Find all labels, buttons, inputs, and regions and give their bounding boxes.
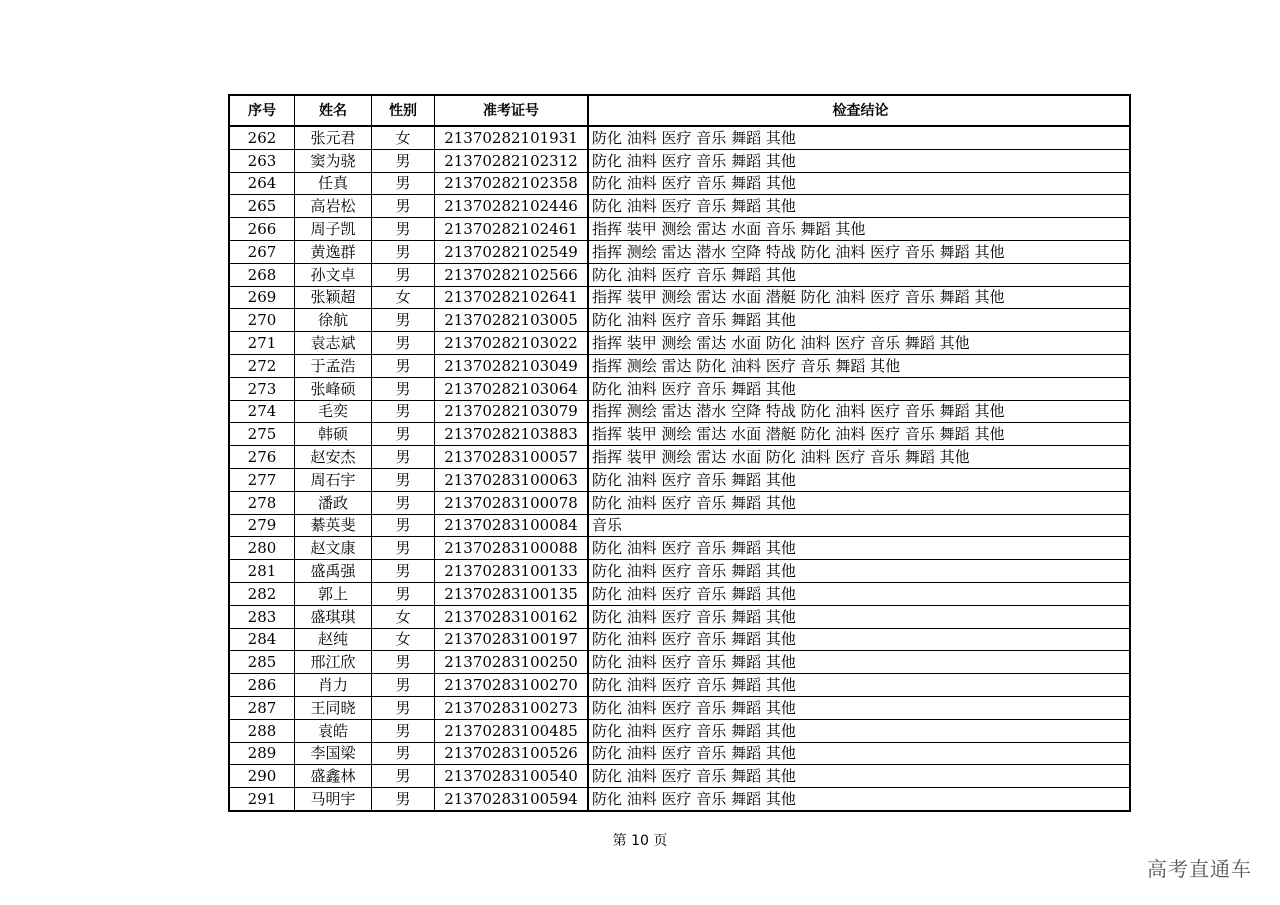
table-header-row [229, 95, 1130, 126]
cell-exam-number: 21370283100135 [435, 582, 589, 605]
table-row [229, 788, 1130, 811]
cell-result: 防化 油料 医疗 音乐 舞蹈 其他 [588, 628, 1130, 651]
cell-seq: 277 [229, 468, 295, 491]
cell-exam-number: 21370282102461 [435, 218, 589, 241]
cell-name: 黄逸群 [295, 240, 372, 263]
cell-sex: 男 [372, 218, 435, 241]
table-row [229, 674, 1130, 697]
cell-sex: 女 [372, 286, 435, 309]
cell-name: 周石宇 [295, 468, 372, 491]
table-row [229, 651, 1130, 674]
cell-result: 防化 油料 医疗 音乐 舞蹈 其他 [588, 263, 1130, 286]
cell-seq: 290 [229, 765, 295, 788]
cell-sex: 男 [372, 400, 435, 423]
cell-name: 郭上 [295, 582, 372, 605]
cell-sex: 女 [372, 628, 435, 651]
table-row [229, 172, 1130, 195]
cell-seq: 283 [229, 605, 295, 628]
cell-result: 防化 油料 医疗 音乐 舞蹈 其他 [588, 674, 1130, 697]
cell-name: 袁皓 [295, 719, 372, 742]
cell-exam-number: 21370282102312 [435, 149, 589, 172]
cell-result: 指挥 装甲 测绘 雷达 水面 防化 油料 医疗 音乐 舞蹈 其他 [588, 332, 1130, 355]
cell-exam-number: 21370282103064 [435, 377, 589, 400]
table-row [229, 468, 1130, 491]
cell-result: 防化 油料 医疗 音乐 舞蹈 其他 [588, 651, 1130, 674]
table-row [229, 309, 1130, 332]
cell-result: 指挥 测绘 雷达 潜水 空降 特战 防化 油料 医疗 音乐 舞蹈 其他 [588, 240, 1130, 263]
watermark-logo-text: 高考直通车 [1147, 857, 1252, 881]
cell-seq: 289 [229, 742, 295, 765]
cell-exam-number: 21370283100084 [435, 514, 589, 537]
cell-sex: 男 [372, 491, 435, 514]
cell-exam-number: 21370283100162 [435, 605, 589, 628]
cell-exam-number: 21370282103005 [435, 309, 589, 332]
table-row [229, 400, 1130, 423]
cell-result: 防化 油料 医疗 音乐 舞蹈 其他 [588, 765, 1130, 788]
table-row [229, 126, 1130, 149]
page-number: 第 10 页 [612, 833, 668, 849]
cell-result: 指挥 测绘 雷达 防化 油料 医疗 音乐 舞蹈 其他 [588, 354, 1130, 377]
table-row [229, 149, 1130, 172]
table-row [229, 195, 1130, 218]
cell-exam-number: 21370283100057 [435, 446, 589, 469]
cell-result: 指挥 装甲 测绘 雷达 水面 潜艇 防化 油料 医疗 音乐 舞蹈 其他 [588, 423, 1130, 446]
cell-name: 肖力 [295, 674, 372, 697]
cell-result: 防化 油料 医疗 音乐 舞蹈 其他 [588, 560, 1130, 583]
table-row [229, 446, 1130, 469]
cell-result: 指挥 装甲 测绘 雷达 水面 防化 油料 医疗 音乐 舞蹈 其他 [588, 446, 1130, 469]
cell-result: 防化 油料 医疗 音乐 舞蹈 其他 [588, 605, 1130, 628]
cell-result: 指挥 装甲 测绘 雷达 水面 潜艇 防化 油料 医疗 音乐 舞蹈 其他 [588, 286, 1130, 309]
cell-seq: 263 [229, 149, 295, 172]
cell-name: 韩硕 [295, 423, 372, 446]
cell-sex: 男 [372, 149, 435, 172]
table-row [229, 423, 1130, 446]
cell-seq: 268 [229, 263, 295, 286]
cell-name: 盛琪琪 [295, 605, 372, 628]
cell-name: 张颖超 [295, 286, 372, 309]
cell-name: 王同晓 [295, 696, 372, 719]
cell-seq: 280 [229, 537, 295, 560]
cell-name: 孙文卓 [295, 263, 372, 286]
cell-exam-number: 21370282102566 [435, 263, 589, 286]
cell-seq: 273 [229, 377, 295, 400]
cell-result: 防化 油料 医疗 音乐 舞蹈 其他 [588, 172, 1130, 195]
cell-seq: 281 [229, 560, 295, 583]
cell-exam-number: 21370283100485 [435, 719, 589, 742]
cell-seq: 269 [229, 286, 295, 309]
cell-result: 防化 油料 医疗 音乐 舞蹈 其他 [588, 468, 1130, 491]
cell-sex: 男 [372, 423, 435, 446]
cell-result: 防化 油料 医疗 音乐 舞蹈 其他 [588, 742, 1130, 765]
cell-sex: 女 [372, 605, 435, 628]
cell-result: 防化 油料 医疗 音乐 舞蹈 其他 [588, 491, 1130, 514]
table-row [229, 742, 1130, 765]
cell-sex: 男 [372, 788, 435, 811]
cell-name: 张峰硕 [295, 377, 372, 400]
cell-seq: 288 [229, 719, 295, 742]
cell-exam-number: 21370283100078 [435, 491, 589, 514]
cell-seq: 274 [229, 400, 295, 423]
cell-exam-number: 21370283100270 [435, 674, 589, 697]
cell-result: 防化 油料 医疗 音乐 舞蹈 其他 [588, 126, 1130, 149]
table-row [229, 605, 1130, 628]
table-body [229, 126, 1130, 811]
cell-seq: 272 [229, 354, 295, 377]
cell-name: 于孟浩 [295, 354, 372, 377]
table-row [229, 719, 1130, 742]
table-row [229, 491, 1130, 514]
cell-sex: 男 [372, 172, 435, 195]
cell-sex: 男 [372, 240, 435, 263]
cell-exam-number: 21370283100250 [435, 651, 589, 674]
cell-exam-number: 21370282102641 [435, 286, 589, 309]
cell-name: 綦英斐 [295, 514, 372, 537]
cell-exam-number: 21370282102446 [435, 195, 589, 218]
table-row [229, 628, 1130, 651]
cell-seq: 285 [229, 651, 295, 674]
cell-exam-number: 21370283100273 [435, 696, 589, 719]
cell-seq: 270 [229, 309, 295, 332]
cell-sex: 男 [372, 719, 435, 742]
header-result: 检查结论 [588, 95, 1130, 126]
cell-exam-number: 21370282102358 [435, 172, 589, 195]
cell-name: 邢江欣 [295, 651, 372, 674]
cell-seq: 275 [229, 423, 295, 446]
cell-name: 赵文康 [295, 537, 372, 560]
cell-sex: 男 [372, 742, 435, 765]
table-row [229, 332, 1130, 355]
cell-result: 防化 油料 医疗 音乐 舞蹈 其他 [588, 696, 1130, 719]
cell-exam-number: 21370282103022 [435, 332, 589, 355]
table-row [229, 537, 1130, 560]
cell-name: 毛奕 [295, 400, 372, 423]
cell-result: 指挥 装甲 测绘 雷达 水面 音乐 舞蹈 其他 [588, 218, 1130, 241]
cell-result: 音乐 [588, 514, 1130, 537]
cell-seq: 287 [229, 696, 295, 719]
table-row [229, 240, 1130, 263]
cell-name: 赵纯 [295, 628, 372, 651]
cell-name: 高岩松 [295, 195, 372, 218]
header-exam-number: 准考证号 [435, 95, 589, 126]
header-seq: 序号 [229, 95, 295, 126]
cell-name: 潘政 [295, 491, 372, 514]
table-row [229, 560, 1130, 583]
cell-exam-number: 21370283100133 [435, 560, 589, 583]
cell-name: 盛禹强 [295, 560, 372, 583]
cell-sex: 男 [372, 195, 435, 218]
cell-exam-number: 21370282103883 [435, 423, 589, 446]
cell-name: 窦为骁 [295, 149, 372, 172]
cell-result: 防化 油料 医疗 音乐 舞蹈 其他 [588, 309, 1130, 332]
cell-exam-number: 21370282103049 [435, 354, 589, 377]
cell-sex: 男 [372, 377, 435, 400]
cell-name: 盛鑫林 [295, 765, 372, 788]
cell-name: 李国梁 [295, 742, 372, 765]
cell-result: 防化 油料 医疗 音乐 舞蹈 其他 [588, 582, 1130, 605]
cell-sex: 男 [372, 263, 435, 286]
cell-sex: 男 [372, 514, 435, 537]
table-row [229, 582, 1130, 605]
cell-result: 防化 油料 医疗 音乐 舞蹈 其他 [588, 149, 1130, 172]
cell-seq: 278 [229, 491, 295, 514]
cell-sex: 男 [372, 309, 435, 332]
cell-sex: 男 [372, 674, 435, 697]
cell-seq: 279 [229, 514, 295, 537]
header-name: 姓名 [295, 95, 372, 126]
cell-sex: 男 [372, 468, 435, 491]
cell-name: 赵安杰 [295, 446, 372, 469]
cell-result: 防化 油料 医疗 音乐 舞蹈 其他 [588, 788, 1130, 811]
cell-name: 任真 [295, 172, 372, 195]
cell-result: 防化 油料 医疗 音乐 舞蹈 其他 [588, 377, 1130, 400]
table-row [229, 696, 1130, 719]
cell-exam-number: 21370283100197 [435, 628, 589, 651]
cell-seq: 284 [229, 628, 295, 651]
results-table [228, 94, 1131, 812]
cell-seq: 286 [229, 674, 295, 697]
cell-exam-number: 21370282102549 [435, 240, 589, 263]
cell-exam-number: 21370283100594 [435, 788, 589, 811]
cell-seq: 264 [229, 172, 295, 195]
cell-sex: 男 [372, 332, 435, 355]
cell-seq: 282 [229, 582, 295, 605]
cell-exam-number: 21370282101931 [435, 126, 589, 149]
cell-name: 周子凯 [295, 218, 372, 241]
cell-sex: 男 [372, 765, 435, 788]
cell-sex: 男 [372, 560, 435, 583]
cell-seq: 271 [229, 332, 295, 355]
cell-exam-number: 21370283100063 [435, 468, 589, 491]
table-row [229, 514, 1130, 537]
cell-name: 张元君 [295, 126, 372, 149]
table-row [229, 354, 1130, 377]
cell-result: 防化 油料 医疗 音乐 舞蹈 其他 [588, 537, 1130, 560]
cell-sex: 男 [372, 354, 435, 377]
cell-exam-number: 21370282103079 [435, 400, 589, 423]
cell-name: 徐航 [295, 309, 372, 332]
table-row [229, 218, 1130, 241]
cell-exam-number: 21370283100088 [435, 537, 589, 560]
cell-seq: 266 [229, 218, 295, 241]
cell-seq: 291 [229, 788, 295, 811]
cell-sex: 男 [372, 696, 435, 719]
table-row [229, 286, 1130, 309]
cell-sex: 女 [372, 126, 435, 149]
table-row [229, 765, 1130, 788]
cell-seq: 267 [229, 240, 295, 263]
cell-seq: 262 [229, 126, 295, 149]
cell-sex: 男 [372, 582, 435, 605]
cell-exam-number: 21370283100526 [435, 742, 589, 765]
cell-sex: 男 [372, 446, 435, 469]
cell-exam-number: 21370283100540 [435, 765, 589, 788]
table-row [229, 263, 1130, 286]
cell-name: 马明宇 [295, 788, 372, 811]
table-row [229, 377, 1130, 400]
cell-result: 防化 油料 医疗 音乐 舞蹈 其他 [588, 195, 1130, 218]
header-sex: 性别 [372, 95, 435, 126]
cell-sex: 男 [372, 537, 435, 560]
cell-result: 防化 油料 医疗 音乐 舞蹈 其他 [588, 719, 1130, 742]
cell-seq: 276 [229, 446, 295, 469]
cell-seq: 265 [229, 195, 295, 218]
cell-sex: 男 [372, 651, 435, 674]
cell-result: 指挥 测绘 雷达 潜水 空降 特战 防化 油料 医疗 音乐 舞蹈 其他 [588, 400, 1130, 423]
cell-name: 袁志斌 [295, 332, 372, 355]
